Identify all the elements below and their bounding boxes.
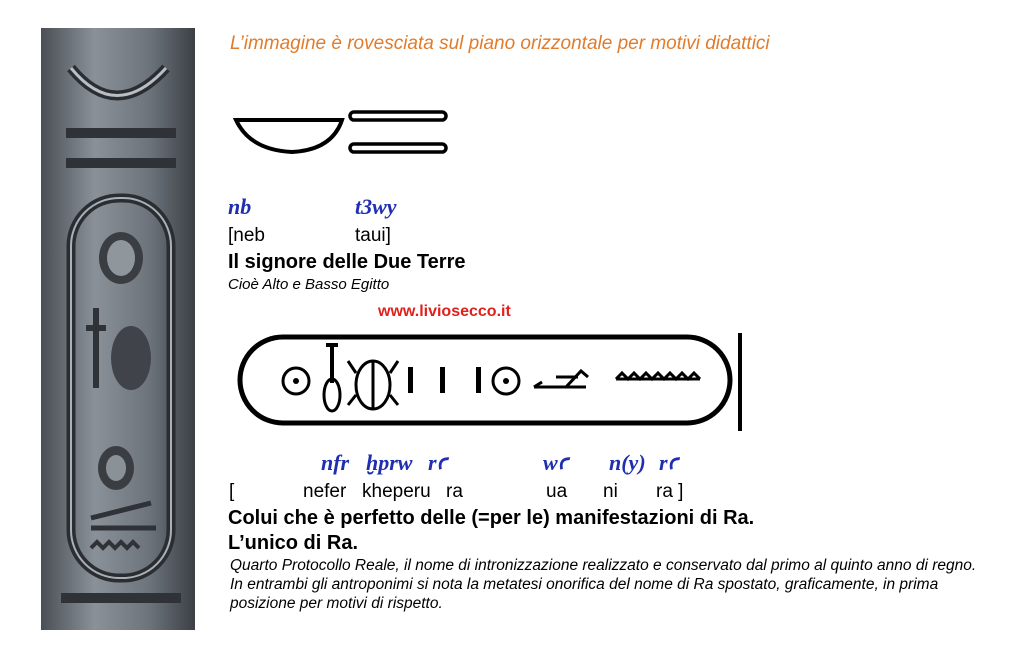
cartouche-glyph-icon bbox=[236, 333, 746, 433]
translit-hprw: ḫprw bbox=[366, 450, 413, 475]
translit-nb: nb bbox=[228, 194, 252, 219]
two-lands-glyph-icon bbox=[350, 112, 446, 152]
title-gloss: Cioè Alto e Basso Egitto bbox=[228, 276, 390, 293]
reading-open-bracket: [ bbox=[229, 481, 235, 502]
cartouche-relief-photo bbox=[41, 28, 195, 630]
reading-ra-1: ra bbox=[446, 481, 463, 502]
basket-nb-glyph-icon bbox=[236, 120, 342, 152]
translit-ra-2: rꜥ bbox=[659, 450, 678, 475]
reading-neb: [neb bbox=[228, 225, 265, 246]
reading-taui: taui] bbox=[355, 225, 391, 246]
reading-ni: ni bbox=[603, 481, 618, 502]
name-meaning-1: Colui che è perfetto delle (=per le) manifestazioni di Ra. bbox=[228, 507, 755, 529]
translit-ny: n(y) bbox=[609, 450, 646, 475]
reading-nefer: nefer bbox=[303, 481, 347, 502]
name-meaning-2: L’unico di Ra. bbox=[228, 532, 359, 554]
translit-wa: wꜥ bbox=[543, 450, 569, 475]
translit-t3wy: t3wy bbox=[355, 194, 397, 219]
protocol-description: Quarto Protocollo Reale, il nome di intronizzazione realizzato e conservato dal primo al quinto anno di regno. In entrambi gli antroponimi si nota la metatesi onorifica del nome di Ra spostato, graficamente, in prima posizione per motivi di rispetto. bbox=[230, 557, 977, 612]
translit-ra-1: rꜥ bbox=[428, 450, 447, 475]
reading-kheperu: kheperu bbox=[362, 481, 431, 502]
website-link[interactable]: www.liviosecco.it bbox=[378, 303, 511, 320]
reading-ua: ua bbox=[546, 481, 568, 502]
translit-nfr: nfr bbox=[321, 450, 350, 475]
title-glyphs bbox=[232, 106, 452, 158]
reading-ra-2: ra ] bbox=[656, 481, 684, 502]
title-meaning: Il signore delle Due Terre bbox=[228, 251, 466, 273]
didactic-note: L’immagine è rovesciata sul piano orizzontale per motivi didattici bbox=[230, 33, 770, 54]
